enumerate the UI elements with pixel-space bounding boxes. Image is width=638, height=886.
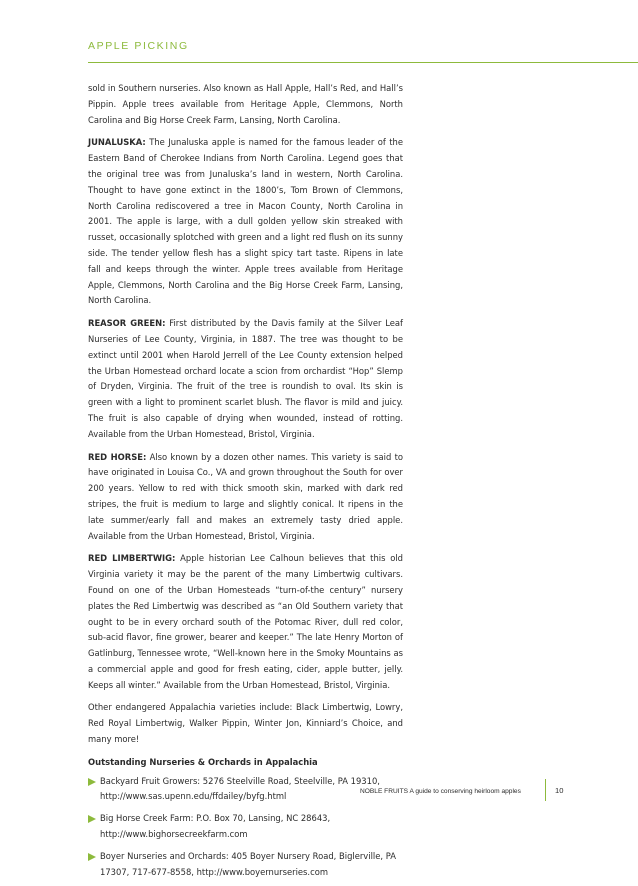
- page-number: 10: [555, 786, 564, 795]
- variety-label: JUNALUSKA:: [88, 137, 146, 148]
- paragraph-other-varieties: Other endangered Appalachia varieties include: Black Limbertwig, Lowry, Red Royal Limbertwig, Walker Pippin, Winter Jon, Kinniard’s Choice, and many more!: [88, 702, 403, 745]
- paragraph-reasor-green: REASOR GREEN: First distributed by the Davis family at the Silver Leaf Nurseries of Lee County, Virginia, in 1887. The tree was thought to be extinct until 2001 when Harold Jerrell of the Lee County extension helped the Urban Homestead orchard locate a scion from orchardist “Hop” Slemp of Dryden, Virginia. The fruit of the tree is roundish to oval. Its skin is green with a light to prominent scarlet blush. The flavor is mild and juicy. The fruit is also capable of drying when wounded, instead of rotting. Available from the Urban Homestead, Bristol, Virginia.: [88, 318, 403, 439]
- arrow-icon: [88, 815, 96, 823]
- variety-label: REASOR GREEN:: [88, 318, 166, 329]
- paragraph-intro: sold in Southern nurseries. Also known as Hall Apple, Hall’s Red, and Hall’s Pippin. Apple trees available from Heritage Apple, Clemmons, North Carolina and Big Horse Creek Farm, Lansing, North Carolina.: [88, 83, 403, 125]
- paragraph-junaluska: JUNALUSKA: The Junaluska apple is named for the famous leader of the Eastern Band of Cherokee Indians from North Carolina. Legend goes that the original tree was from Junaluska’s land in western, North Carolina. Thought to have gone extinct in the 1800’s, Tom Brown of Clemmons, North Carolina rediscovered a tree in Macon County, North Carolina in 2001. The apple is large, with a dull golden yellow skin streaked with russet, occasionally splotched with green and a light red flush on its sunny side. The tender yellow flesh has a slight spicy tart taste. Ripens in late fall and keeps through the winter. Apple trees available from Heritage Apple, Clemmons, North Carolina and the Big Horse Creek Farm, Lansing, North Carolina.: [88, 137, 403, 306]
- body-text: [88, 81, 403, 886]
- nursery-link[interactable]: http://www.bighorsecreekfarm.com: [100, 829, 248, 840]
- footer-text: NOBLE FRUITS A guide to conserving heirloom apples: [360, 788, 521, 795]
- nurseries-heading: Outstanding Nurseries & Orchards in Appalachia: [88, 756, 318, 767]
- paragraph-red-limbertwig: RED LIMBERTWIG: Apple historian Lee Calhoun believes that this old Virginia variety it may be the parent of the many Limbertwig cultivars. Found on one of the Urban Homesteads “turn-of-the century” nursery plates the Red Limbertwig was described as “an Old Southern variety that ought to be in every orchard south of the Potomac River, dull red color, sub-acid flavor, fine grower, bearer and keeper.” The late Henry Morton of Gatlinburg, Tennessee wrote, “Well-known here in the Smoky Mountains as a commercial apple and good for fresh eating, cider, apple butter, jelly. Keeps all winter.” Available from the Urban Homestead, Bristol, Virginia.: [88, 553, 403, 690]
- list-item: [88, 849, 403, 881]
- nursery-name-address: Boyer Nurseries and Orchards: 405 Boyer Nursery Road, Biglerville, PA: [100, 850, 396, 861]
- variety-label: RED HORSE:: [88, 451, 147, 462]
- list-item: [88, 811, 403, 843]
- footer-divider: [545, 779, 546, 801]
- nurseries-list: [88, 774, 403, 881]
- nursery-name-address: Big Horse Creek Farm: P.O. Box 70, Lansing, NC 28643,: [100, 813, 331, 824]
- nursery-link[interactable]: http://www.sas.upenn.edu/ffdailey/byfg.html: [100, 791, 287, 802]
- arrow-icon: [88, 853, 96, 861]
- nursery-link[interactable]: 17307, 717-677-8558, http://www.boyernurseries.com: [100, 866, 328, 877]
- paragraph-red-horse: RED HORSE: Also known by a dozen other names. This variety is said to have originated in Louisa Co., VA and grown throughout the South for over 200 years. Yellow to red with thick smooth skin, marked with dark red stripes, the fruit is medium to large and slightly conical. It ripens in the late summer/early fall and makes an extremely tasty dried apple. Available from the Urban Homestead, Bristol, Virginia.: [88, 451, 404, 541]
- header-rule: [88, 62, 638, 63]
- nursery-name-address: Backyard Fruit Growers: 5276 Steelville Road, Steelville, PA 19310,: [100, 775, 380, 786]
- arrow-icon: [88, 778, 96, 786]
- variety-label: RED LIMBERTWIG:: [88, 553, 176, 564]
- list-item: [88, 774, 403, 806]
- section-header: APPLE PICKING: [88, 40, 189, 52]
